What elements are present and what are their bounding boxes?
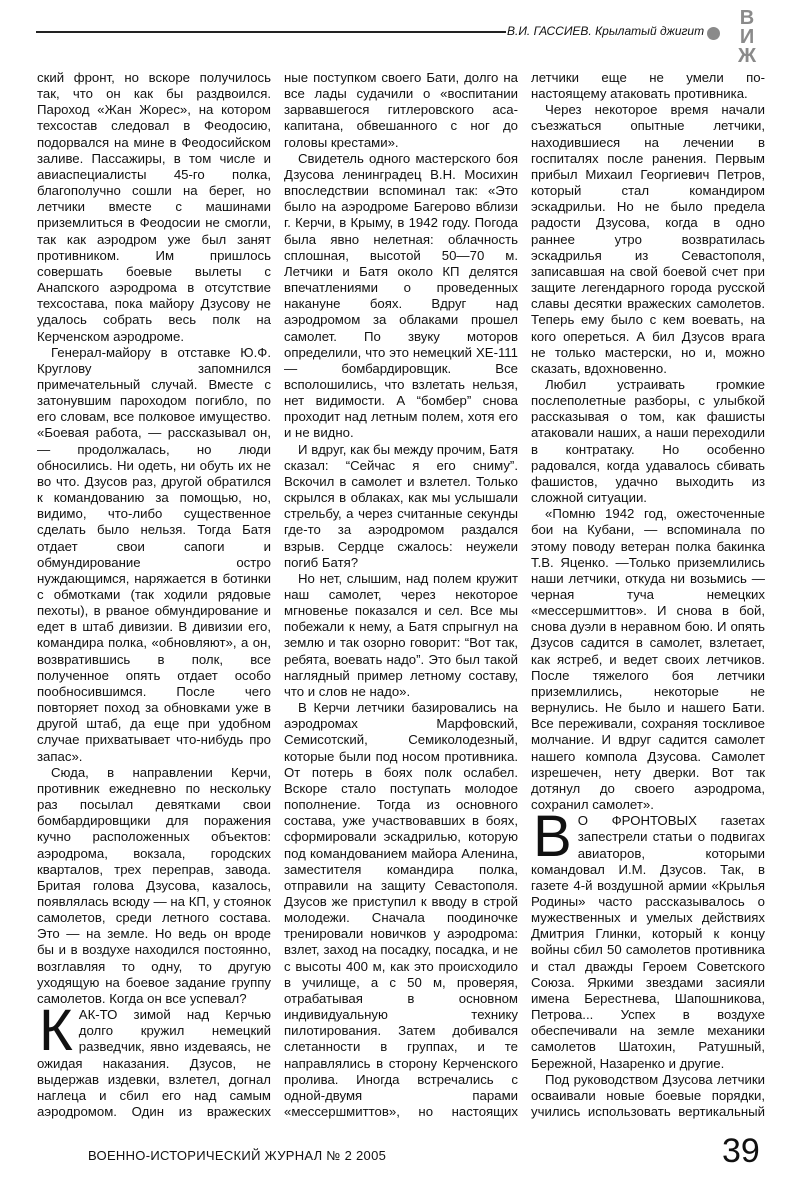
page-number: 39 <box>722 1132 760 1170</box>
text-column-3 <box>531 70 765 1120</box>
text-column-2 <box>284 70 518 1120</box>
paragraph: Свидетель одного мастерского боя Дзусова ленинградец В.Н. Мосихин впоследствии вспоминал так: «Это было на аэродроме Багерово вблизи г. Керчи, в Крыму, в 1942 году. Погода была явно нелетная: облачность сплошная, высотой 50—70 м. Летчики и Батя около КП делятся впечатлениями о проведенных накануне боях. Вдруг над аэродромом за облаками прошел самолет. По звуку моторов определили, что это немецкий ХЕ-111 — бомбардировщик. Все всполошились, что взлетать нельзя, нет видимости. А “бомбер” снова проходит над летным полем, хотя его и не видно. <box>284 150 518 441</box>
paragraph: Через некоторое время начали съезжаться опытные летчики, находившиеся на лечении в госпиталях после ранения. Первым прибыл Михаил Георгиевич Петров, который стал командиром эскадрильи. Но не было предела радости Дзусова, когда в одно раннее утро возвратилась эскадрилья из Севастополя, записавшая на свой боевой счет при защите легендарного города русской славы десятки вражеских самолетов. Теперь ему было с кем воевать, на кого опереться. А бил Дзусов врага не только мастерски, но и, можно сказать, вдохновенно. <box>531 102 765 376</box>
paragraph: Сюда, в направлении Керчи, противник ежедневно по нескольку раз посылал девятками свои бомбардировщики для поражения кучно расположенных объектов: аэродрома, вокзала, городских кварталов, трех переправ, завода. Бритая голова Дзусова, казалось, появлялась всюду — на КП, у стоянок самолетов, среди летного состава. Это — на земле. Но ведь он вроде бы и в воздухе находился постоянно, возглавляя то одну, то другую уходящую на боевое задание группу самолетов. Когда он все успевал? <box>37 764 271 1006</box>
paragraph-text: газетах запестрели статьи о подвигах авиаторов, которыми командовал И.М. Дзусов. Так, в газете 4-й воздушной армии «Крылья Родины» часто рассказывалось о мужественных и умелых действиях Дмитрия Глинки, который к концу войны сбил 50 самолетов противника и стал дважды Героем Советского Союза. Яркими звездами засияли имена Берестнева, Шапошникова, Петрова... Успех в воздухе обеспечивали на земле механики самолетов Шатохин, Ратушный, Бережной, Назаренко и другие. <box>531 813 765 1071</box>
paragraph-with-drop-cap <box>531 804 765 1072</box>
drop-cap: К <box>39 998 73 1064</box>
journal-footer: ВОЕННО-ИСТОРИЧЕСКИЙ ЖУРНАЛ № 2 2005 <box>88 1148 387 1163</box>
lead-in-caps: АК-ТО <box>78 1007 118 1023</box>
paragraph: Генерал-майору в отставке Ю.Ф. Круглову запомнился примечательный случай. Вместе с затонувшим пароходом погибло, по его словам, все полковое имущество. «Боевая работа, — рассказывал он, — продолжалась, но люди обносились. Ни одеть, ни обуть их не во что. Дзусов раз, другой обратился к командованию за помощью, но, видимо, что-либо существенное сделать было нельзя. Тогда Батя отдает свои сапоги и обмундирование остро нуждающимся, наряжается в ботинки с обмотками (так ходили рядовые пехоты), в рваное обмундирование и едет в штаб дивизии. В дивизии его, командира полка, «обновляют», а он, возвратившись в полк, все полученное опять отдает особо пообносившимся. После чего повторяет поход за обновками уже в другой штаб, да еще при удобном случае прихватывает что-нибудь про запас». <box>37 344 271 764</box>
paragraph: И вдруг, как бы между прочим, Батя сказал: “Сейчас я его сниму”. Вскочил в самолет и взлетел. Только скрылся в облаках, как мы услышали стрельбу, а через считанные секунды где-то за аэродромом раздался взрыв. Сердце сжалось: неужели погиб Батя? <box>284 441 518 570</box>
running-title: В.И. ГАССИЕВ. Крылатый джигит <box>507 24 705 38</box>
paragraph: Под руководством Дзусова летчики осваивали новые боевые порядки, учились использовать вертикальный <box>531 1071 765 1119</box>
paragraph: «Помню 1942 год, ожесточенные бои на Кубани, — вспоминала по этому поводу ветеран полка бакинка Т.В. Яценко. —Только приземлились наши летчики, откуда ни возьмись — черная туча немецких «мессершмиттов». И снова в бой, снова дуэли в неравном бою. И опять Дзусов садится в самолет, взлетает, как ястреб, и ведет своих летчиков. После тяжелого боя летчики приземлились, некоторые не вернулись. Не было и нашего Бати. Все переживали, сохраняя тоскливое молчание. И вдруг садится самолет нашего компола Дзусова. Самолет изрешечен, нету дверки. Вот так дотянул до своего аэродрома, сохранил самолет». <box>531 506 765 813</box>
svg-text:В: В <box>739 7 755 29</box>
paragraph: ные поступком своего Бати, долго на все лады судачили о «воспитании зарвавшегося гитлеровского аса-капитана, обвешанного с ног до головы крестами». <box>284 70 518 150</box>
header-rule <box>36 31 506 33</box>
paragraph-text: зимой над Керчью долго кружил немецкий разведчик, явно издеваясь, не ожидая наказания. Дзусов, не выдержав издевки, взлетел, догнал наглеца и сбил его над самым аэродромом. Один из вражеских <box>37 1007 271 1119</box>
drop-cap: В <box>533 804 572 870</box>
svg-text:И: И <box>739 26 755 48</box>
journal-logo <box>730 6 764 64</box>
paragraph: ский фронт, но вскоре получилось так, что он как бы раздвоился. Пароход «Жан Жорес», на котором техсостав следовал в Феодосию, подорвался на мине в Феодосийском заливе. Пассажиры, в том числе и авиаспециалисты 45-го полка, благополучно сошли на берег, но летчики вместе с машинами приземлиться в Феодосии не смогли, так как аэродром уже был занят противником. Им пришлось совершать боевые вылеты с Анапского аэродрома в отсутствие техсостава, пока майору Дзусову не удалось собрать весь полк на Керченском аэродроме. <box>37 70 271 344</box>
text-column-1 <box>37 70 271 1120</box>
paragraph: В Керчи летчики базировались на аэродромах Марфовский, Семисотский, Семиколодезный, которые были под носом противника. От потерь в боях полк ослабел. Вскоре стало поступать молодое пополнение. Тогда из основного состава, уже участвовавших в боях, сформировали эскадрилью, которую под командованием майора Аленина, заместителя командира полка, отправили на защиту Севастополя. Дзусов же приступил к вводу в строй молодежи. Сначала поодиночке тренировали новичков у аэродрома: взлет, заход на посадку, посадка, и не с высоты 400 м, как это происходило в училище, а с 50 м, проверяя, отрабатывая в основном индивидуальную технику пилотирования. Затем добивался слетанности в группах, и те направлялись в сторону Керченского пролива. Иногда встречались с одной-двумя парами «мессершмиттов», но настоящих <box>284 700 518 1119</box>
paragraph: летчики еще не умели по-настоящему атаковать противника. <box>531 70 765 102</box>
paragraph-with-drop-cap <box>37 998 271 1120</box>
lead-in-caps: О ФРОНТОВЫХ <box>577 813 697 829</box>
paragraph: Любил устраивать громкие послеполетные разборы, с улыбкой рассказывая о том, как фашисты атаковали наших, а наши переходили в контратаку. Но особенно радовался, когда удавалось сбивать фашистов, удачно выходить из сложной ситуации. <box>531 376 765 506</box>
header-dot <box>707 27 720 40</box>
paragraph: Но нет, слышим, над полем кружит наш самолет, через некоторое мгновенье показался и сел. Все мы побежали к нему, а Батя спрыгнул на землю и так озорно говорит: “Вот так, ребята, воевать надо”. Это был такой наглядный пример летному составу, что и слов не надо». <box>284 570 518 699</box>
svg-text:Ж: Ж <box>737 45 757 64</box>
